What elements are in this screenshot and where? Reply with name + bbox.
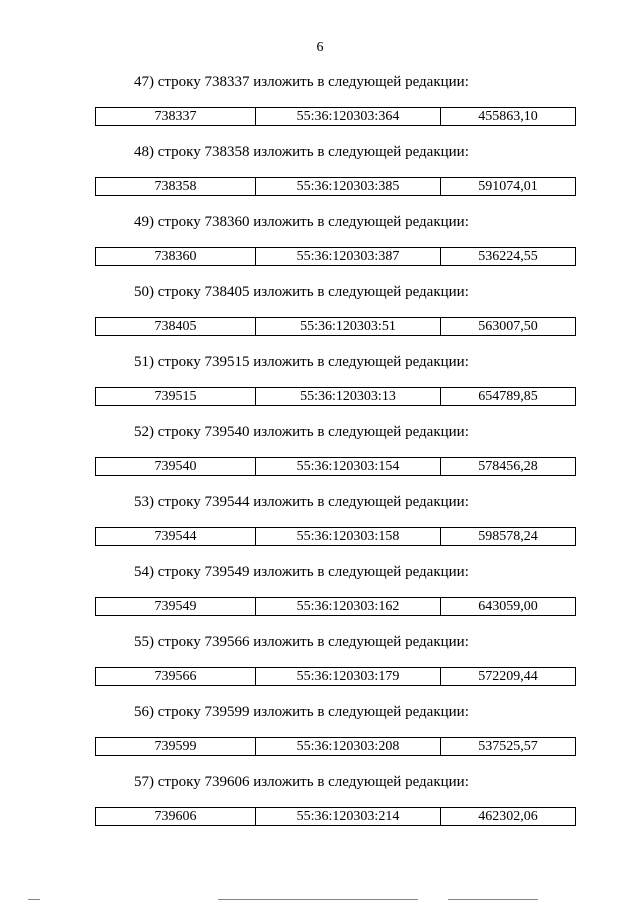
row-code-cell: 739606 [96,808,256,826]
cadastral-number-cell: 55:36:120303:158 [256,528,441,546]
value-cell: 598578,24 [441,528,576,546]
amendment-item [0,72,640,142]
value-cell: 572209,44 [441,668,576,686]
scan-mark [448,899,538,900]
amendment-table [95,737,576,756]
table-row [96,108,576,126]
amendment-heading: 51) строку 739515 изложить в следующей редакции: [134,354,469,370]
scan-mark [218,899,418,900]
cadastral-number-cell: 55:36:120303:13 [256,388,441,406]
amendment-heading: 47) строку 738337 изложить в следующей редакции: [134,74,469,90]
amendment-list [0,72,640,842]
row-code-cell: 738360 [96,248,256,266]
amendment-item [0,702,640,772]
scan-artifact-marks [28,898,588,902]
table-row [96,528,576,546]
amendment-heading: 57) строку 739606 изложить в следующей редакции: [134,774,469,790]
row-code-cell: 739549 [96,598,256,616]
value-cell: 654789,85 [441,388,576,406]
table-row [96,808,576,826]
amendment-item [0,422,640,492]
row-code-cell: 738405 [96,318,256,336]
table-row [96,458,576,476]
value-cell: 563007,50 [441,318,576,336]
amendment-heading: 52) строку 739540 изложить в следующей редакции: [134,424,469,440]
amendment-table [95,107,576,126]
value-cell: 537525,57 [441,738,576,756]
amendment-heading: 53) строку 739544 изложить в следующей редакции: [134,494,469,510]
value-cell: 462302,06 [441,808,576,826]
amendment-table [95,807,576,826]
amendment-item [0,632,640,702]
amendment-heading: 48) строку 738358 изложить в следующей редакции: [134,144,469,160]
row-code-cell: 739515 [96,388,256,406]
amendment-table [95,597,576,616]
value-cell: 455863,10 [441,108,576,126]
amendment-heading: 56) строку 739599 изложить в следующей редакции: [134,704,469,720]
amendment-item [0,562,640,632]
table-row [96,738,576,756]
cadastral-number-cell: 55:36:120303:214 [256,808,441,826]
table-row [96,178,576,196]
table-row [96,248,576,266]
amendment-heading: 54) строку 739549 изложить в следующей редакции: [134,564,469,580]
amendment-heading: 55) строку 739566 изложить в следующей редакции: [134,634,469,650]
row-code-cell: 738337 [96,108,256,126]
amendment-table [95,247,576,266]
amendment-item [0,142,640,212]
amendment-table [95,387,576,406]
cadastral-number-cell: 55:36:120303:364 [256,108,441,126]
value-cell: 536224,55 [441,248,576,266]
amendment-table [95,177,576,196]
cadastral-number-cell: 55:36:120303:179 [256,668,441,686]
amendment-table [95,317,576,336]
amendment-item [0,772,640,842]
cadastral-number-cell: 55:36:120303:387 [256,248,441,266]
table-row [96,318,576,336]
amendment-table [95,667,576,686]
cadastral-number-cell: 55:36:120303:154 [256,458,441,476]
amendment-table [95,527,576,546]
row-code-cell: 739599 [96,738,256,756]
amendment-heading: 49) строку 738360 изложить в следующей редакции: [134,214,469,230]
cadastral-number-cell: 55:36:120303:51 [256,318,441,336]
amendment-item [0,352,640,422]
amendment-item [0,282,640,352]
page-number: 6 [316,40,324,55]
row-code-cell: 739540 [96,458,256,476]
amendment-table [95,457,576,476]
table-row [96,668,576,686]
cadastral-number-cell: 55:36:120303:385 [256,178,441,196]
table-row [96,388,576,406]
amendment-item [0,212,640,282]
amendment-heading: 50) строку 738405 изложить в следующей редакции: [134,284,469,300]
cadastral-number-cell: 55:36:120303:208 [256,738,441,756]
cadastral-number-cell: 55:36:120303:162 [256,598,441,616]
row-code-cell: 739566 [96,668,256,686]
value-cell: 591074,01 [441,178,576,196]
amendment-item [0,492,640,562]
table-row [96,598,576,616]
value-cell: 643059,00 [441,598,576,616]
scan-mark [28,899,40,900]
row-code-cell: 738358 [96,178,256,196]
value-cell: 578456,28 [441,458,576,476]
row-code-cell: 739544 [96,528,256,546]
